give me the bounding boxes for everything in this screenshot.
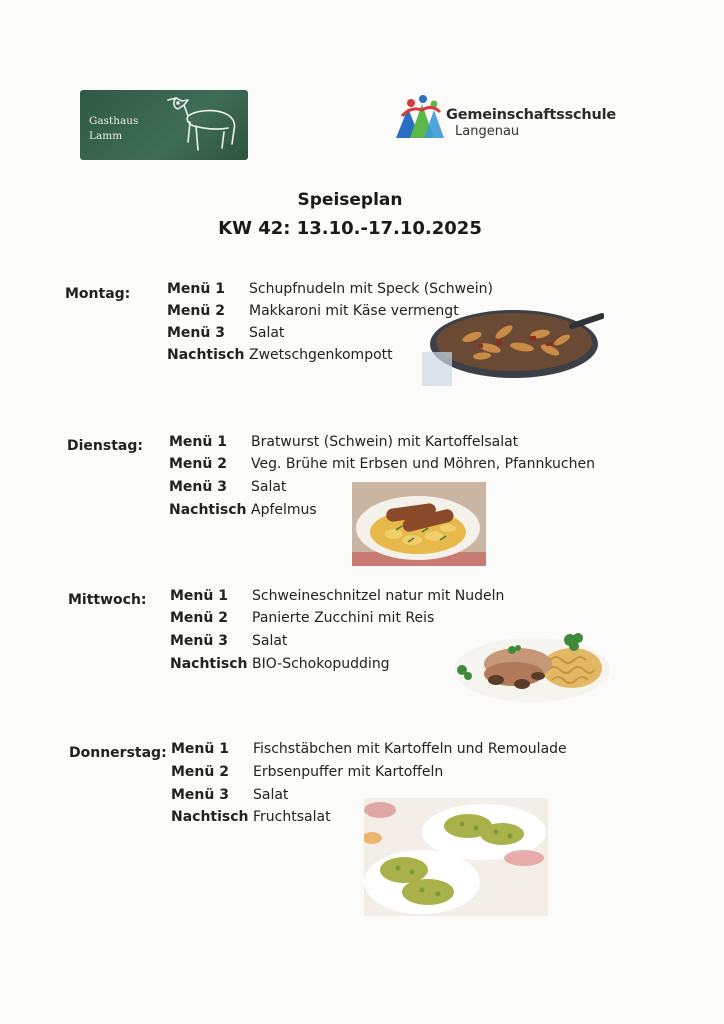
school-city: Langenau [455,124,520,139]
menu-dish: BIO-Schokopudding [252,656,390,672]
day-label-donnerstag: Donnerstag: [69,745,167,761]
menu-dish: Bratwurst (Schwein) mit Kartoffelsalat [251,434,519,450]
day-label-montag: Montag: [65,286,131,302]
menu-dish: Salat [253,787,289,803]
menu-label: Menü 1 [169,434,227,450]
menu-label: Menü 2 [170,610,228,626]
menu-label: Nachtisch [170,656,248,672]
day-label-mittwoch: Mittwoch: [68,592,147,608]
bratwurst-potato-salad-photo [352,482,486,566]
menu-label: Nachtisch [169,502,247,518]
menu-label: Menü 3 [170,633,228,649]
menu-dish: Fischstäbchen mit Kartoffeln und Remoulade [253,741,567,757]
menu-label: Menü 2 [167,303,225,319]
school-people-icon [394,94,446,140]
menu-dish: Fruchtsalat [253,809,331,825]
gasthaus-lamm-logo [80,90,248,160]
menu-dish: Salat [252,633,288,649]
menu-dish: Erbsenpuffer mit Kartoffeln [253,764,444,780]
schupfnudeln-pan-photo [422,292,604,386]
page-title: Speiseplan [297,190,403,210]
menu-label: Menü 1 [167,281,225,297]
menu-label: Menü 2 [171,764,229,780]
menu-label: Nachtisch [171,809,249,825]
gasthaus-lamm-logo-text: Gasthaus Lamm [89,115,139,142]
lamb-icon [162,92,244,158]
menu-dish: Salat [251,479,287,495]
menu-label: Menü 3 [167,325,225,341]
menu-dish: Schweineschnitzel natur mit Nudeln [252,588,505,604]
school-name: Gemeinschaftsschule [446,107,617,123]
menu-label: Menü 1 [171,741,229,757]
menu-dish: Schupfnudeln mit Speck (Schwein) [249,281,493,297]
menu-dish: Panierte Zucchini mit Reis [252,610,435,626]
menu-dish: Zwetschgenkompott [249,347,393,363]
menu-label: Nachtisch [167,347,245,363]
menu-label: Menü 1 [170,588,228,604]
menu-label: Menü 3 [169,479,227,495]
menu-label: Menü 2 [169,456,227,472]
menu-label: Menü 3 [171,787,229,803]
page-subtitle: KW 42: 13.10.-17.10.2025 [218,218,482,239]
day-label-dienstag: Dienstag: [67,438,143,454]
menu-dish: Salat [249,325,285,341]
menu-dish: Apfelmus [251,502,317,518]
menu-dish: Veg. Brühe mit Erbsen und Möhren, Pfannkuchen [251,456,595,472]
menu-dish: Makkaroni mit Käse vermengt [249,303,459,319]
schnitzel-noodles-photo [452,628,612,704]
gemeinschaftsschule-logo [394,94,617,144]
pea-fritters-photo [364,798,548,916]
